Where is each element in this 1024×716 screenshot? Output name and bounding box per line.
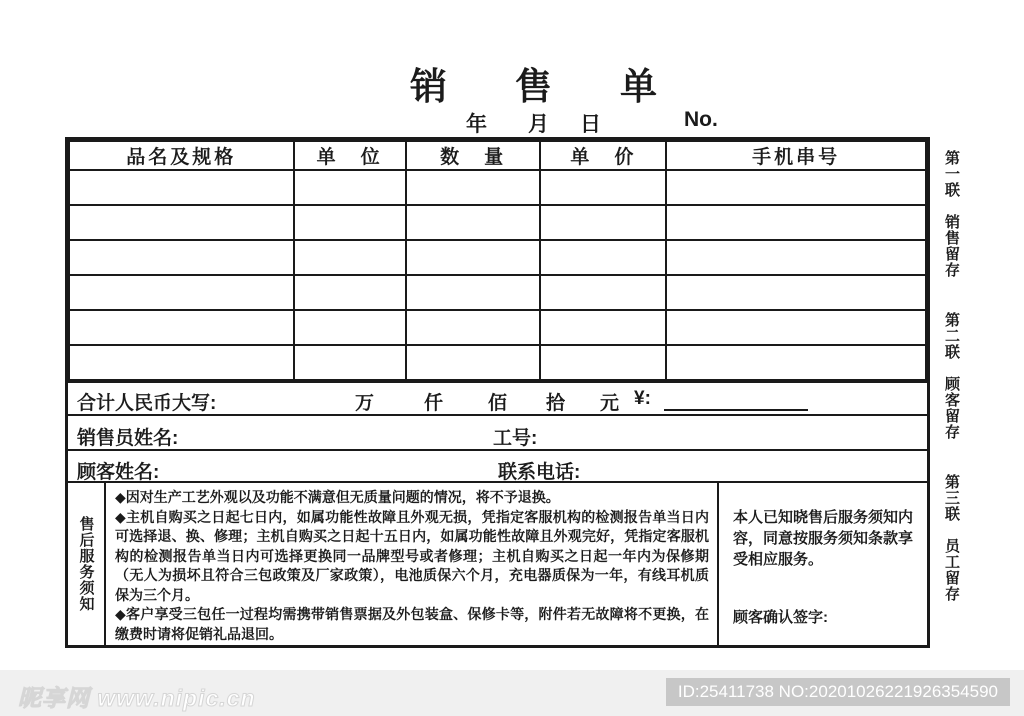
- notice-item: ◆因对生产工艺外观以及功能不满意但无质量问题的情况，将不予退换。: [115, 489, 560, 505]
- items-table: [68, 140, 927, 381]
- table-row: [69, 205, 926, 240]
- empty-cell: [540, 170, 666, 205]
- notice-body-cell: [106, 483, 719, 645]
- image-id-badge: ID:25411738 NO:20201026221926354590: [666, 678, 1010, 706]
- sales-form-table: [65, 137, 930, 648]
- empty-cell: [666, 205, 926, 240]
- empty-cell: [69, 345, 294, 380]
- empty-cell: [406, 345, 541, 380]
- salesperson-name-label: 销售员姓名:: [77, 428, 179, 449]
- no-label: No.: [684, 108, 718, 131]
- empty-cell: [406, 240, 541, 275]
- empty-cell: [294, 240, 406, 275]
- table-row: [69, 345, 926, 380]
- items-body: [69, 170, 926, 380]
- unit-qian: 仟: [424, 393, 444, 414]
- empty-cell: [666, 345, 926, 380]
- header-quantity: 数 量: [406, 141, 541, 170]
- confirm-sign-label: 顾客确认签字:: [733, 609, 828, 626]
- confirm-cell: [719, 483, 927, 645]
- copy-label-second: 第二联 顾客留存: [943, 312, 960, 440]
- header-imei: 手机串号: [666, 141, 926, 170]
- header-unit: 单 位: [294, 141, 406, 170]
- empty-cell: [540, 205, 666, 240]
- notice-side-cell: [68, 483, 106, 645]
- header-price: 单 价: [540, 141, 666, 170]
- unit-shi: 拾: [546, 393, 566, 414]
- currency-label: ¥:: [634, 388, 651, 409]
- year-label: 年: [466, 113, 487, 136]
- total-row: [68, 381, 927, 414]
- employee-id-label: 工号:: [493, 428, 538, 449]
- amount-blank-line: [664, 409, 808, 411]
- header-product: 品名及规格: [69, 141, 294, 170]
- empty-cell: [69, 240, 294, 275]
- empty-cell: [406, 170, 541, 205]
- empty-cell: [69, 170, 294, 205]
- empty-cell: [69, 275, 294, 310]
- table-row: [69, 170, 926, 205]
- empty-cell: [666, 310, 926, 345]
- header-row: [69, 141, 926, 170]
- table-row: [69, 310, 926, 345]
- site-watermark: 昵享网 www.nipic.cn: [18, 685, 256, 711]
- empty-cell: [540, 275, 666, 310]
- customer-name-label: 顾客姓名:: [77, 462, 160, 483]
- day-label: 日: [580, 113, 601, 136]
- empty-cell: [294, 310, 406, 345]
- empty-cell: [69, 310, 294, 345]
- empty-cell: [294, 345, 406, 380]
- copy-label-third: 第三联 员工留存: [943, 474, 960, 602]
- empty-cell: [294, 205, 406, 240]
- empty-cell: [406, 275, 541, 310]
- empty-cell: [406, 310, 541, 345]
- empty-cell: [540, 240, 666, 275]
- notice-section: [68, 481, 927, 645]
- unit-yuan: 元: [600, 393, 620, 414]
- copy-labels-strip: [944, 150, 959, 650]
- empty-cell: [666, 240, 926, 275]
- empty-cell: [666, 170, 926, 205]
- contact-phone-label: 联系电话:: [498, 462, 581, 483]
- customer-row: [68, 449, 927, 481]
- unit-bai: 佰: [488, 393, 508, 414]
- empty-cell: [69, 205, 294, 240]
- copy-label-first: 第一联 销售留存: [943, 150, 960, 278]
- notice-item: ◆主机自购买之日起七日内，如属功能性故障且外观无损，凭指定客服机构的检测报告单当日内可选择退、换、修理；主机自购买之日起十五日内，如属功能性故障且外观完好，凭指定客服机构的检测报告单当日内可选择更换同一品牌型号或者修理；主机自购买之日起一年内为保修期（无人为损坏且符合三包政策及厂家政策），电池质保六个月，充电器质保为一年，有线耳机质保为三个月。: [115, 508, 709, 603]
- table-row: [69, 275, 926, 310]
- page-title: 销售单: [410, 66, 725, 107]
- total-label: 合计人民币大写:: [77, 393, 217, 414]
- salesperson-row: [68, 414, 927, 449]
- table-row: [69, 240, 926, 275]
- notice-side-label: 售后服务须知: [77, 516, 95, 612]
- notice-item: ◆客户享受三包任一过程均需携带销售票据及外包装盒、保修卡等，附件若无故障将不更换，在缴费时请将促销礼品退回。: [115, 606, 709, 642]
- month-label: 月: [528, 113, 549, 136]
- empty-cell: [666, 275, 926, 310]
- empty-cell: [540, 345, 666, 380]
- empty-cell: [406, 205, 541, 240]
- unit-wan: 万: [355, 393, 375, 414]
- empty-cell: [540, 310, 666, 345]
- watermark-bar: [0, 670, 1024, 716]
- empty-cell: [294, 170, 406, 205]
- empty-cell: [294, 275, 406, 310]
- confirm-agree-text: 本人已知晓售后服务须知内容，同意按服务须知条款享受相应服务。: [733, 509, 914, 568]
